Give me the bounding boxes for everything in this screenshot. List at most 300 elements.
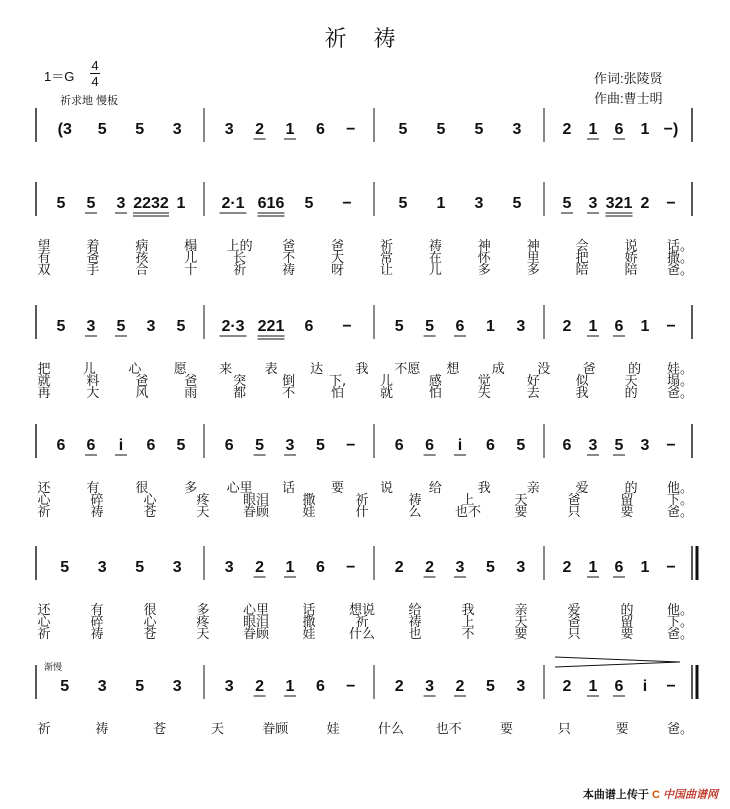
- lyric-syllable: 话: [282, 481, 296, 496]
- lyric-syllable: 下。: [666, 615, 694, 630]
- lyric-syllable: 苍: [143, 505, 157, 520]
- lyric-syllable: 榻: [184, 239, 198, 254]
- lyric-syllable: 娃: [302, 505, 316, 520]
- lyric-syllable: 要: [615, 722, 629, 737]
- note: 6: [614, 678, 624, 695]
- lyric-syllable: 心里: [242, 603, 270, 618]
- lyric-syllable: 有: [90, 603, 104, 618]
- note: i: [457, 437, 463, 454]
- lyric-syllable: 眷顾: [262, 722, 289, 737]
- lyric-syllable: 爱: [567, 603, 581, 618]
- note: 6: [146, 437, 156, 454]
- note: 3: [86, 318, 96, 335]
- footer-attribution: [583, 786, 718, 802]
- note: 6: [304, 318, 314, 335]
- time-signature-top: 4: [91, 58, 99, 73]
- note: 5: [86, 195, 96, 212]
- note: 5: [562, 195, 572, 212]
- lyric-syllable: 祷: [428, 239, 442, 254]
- site-logo-icon: C: [651, 789, 660, 801]
- lyric-syllable: 祈: [379, 239, 393, 254]
- lyric-syllable: 还: [37, 481, 51, 496]
- note: 2: [394, 678, 404, 695]
- lyric-syllable: 爸。: [666, 722, 694, 737]
- note: 6: [224, 437, 234, 454]
- note: 1: [640, 121, 650, 138]
- lyric-syllable: 似: [575, 374, 589, 389]
- lyric-syllable: 的: [624, 386, 638, 401]
- note: 1: [285, 678, 295, 695]
- lyric-syllable: 爸。: [666, 505, 694, 520]
- lyric-syllable: 要: [514, 505, 528, 520]
- note: −: [346, 559, 356, 576]
- note: −: [666, 437, 676, 454]
- lyric-syllable: 要: [620, 505, 634, 520]
- lyric-syllable: 就: [37, 374, 51, 389]
- lyric-syllable: 眼泪: [242, 615, 270, 630]
- note: 3: [224, 559, 234, 576]
- note: 3: [640, 437, 650, 454]
- lyricist-credit: 作词:张陵贤: [594, 71, 663, 86]
- note: 6: [562, 437, 572, 454]
- lyric-syllable: 天: [624, 374, 638, 389]
- note: 6: [315, 678, 325, 695]
- note: 5: [512, 195, 522, 212]
- lyric-syllable: 风: [135, 386, 149, 401]
- note: 3: [516, 678, 526, 695]
- note: 6: [485, 437, 495, 454]
- note: 5: [304, 195, 314, 212]
- lyric-syllable: 天: [210, 722, 224, 737]
- note: 3: [285, 437, 295, 454]
- lyric-syllable: 碎: [90, 493, 104, 508]
- note: 5: [425, 318, 435, 335]
- note: 1: [285, 559, 295, 576]
- note: 1: [588, 678, 598, 695]
- lyric-syllable: 就: [379, 386, 393, 401]
- lyric-syllable: 也: [408, 627, 422, 642]
- lyric-syllable: 娃: [302, 627, 316, 642]
- lyric-syllable: 爸: [567, 493, 581, 508]
- note: 3: [516, 559, 526, 576]
- note: 5: [436, 121, 446, 138]
- note: 6: [56, 437, 66, 454]
- note: 1: [640, 559, 650, 576]
- lyric-syllable: 也不: [435, 722, 462, 737]
- note: 5: [398, 195, 408, 212]
- lyric-syllable: 成: [491, 362, 505, 377]
- lyric-syllable: 里: [526, 251, 540, 266]
- lyric-syllable: 上的: [226, 239, 253, 254]
- note: 1: [436, 195, 446, 212]
- time-signature-bottom: 4: [91, 74, 99, 89]
- note: 5: [485, 678, 495, 695]
- lyric-syllable: 要: [620, 627, 634, 642]
- lyric-syllable: 也不: [454, 505, 482, 520]
- lyric-syllable: 神: [477, 239, 491, 254]
- lyric-syllable: 说: [624, 239, 638, 254]
- lyric-syllable: 要: [500, 722, 514, 737]
- note: 3: [172, 121, 182, 138]
- note: 2·3: [221, 318, 245, 335]
- lyric-syllable: 心里: [226, 481, 253, 496]
- note: 616: [257, 195, 285, 212]
- note: 3: [474, 195, 484, 212]
- lyric-syllable: 双: [37, 263, 51, 278]
- lyric-syllable: 苍: [153, 722, 167, 737]
- lyric-syllable: 倒: [282, 374, 296, 389]
- note: 221: [257, 318, 285, 335]
- lyric-syllable: 祈: [355, 493, 369, 508]
- note: −: [342, 318, 352, 335]
- note: 3: [588, 437, 598, 454]
- note: 5: [135, 678, 145, 695]
- lyric-syllable: 爸: [135, 374, 149, 389]
- site-brand: 中国曲谱网: [663, 789, 718, 801]
- lyric-syllable: 爸: [86, 251, 100, 266]
- lyric-syllable: 眷顾: [242, 505, 270, 520]
- note: 6: [86, 437, 96, 454]
- lyric-syllable: 儿: [428, 263, 442, 278]
- lyric-syllable: 上: [461, 493, 475, 508]
- lyric-syllable: 留: [620, 615, 634, 630]
- note: 3: [425, 678, 435, 695]
- ritardando-mark: 渐慢: [44, 663, 63, 673]
- note: 3: [516, 318, 526, 335]
- lyric-syllable: 陪: [624, 263, 638, 278]
- lyric-syllable: 碎: [90, 615, 104, 630]
- lyric-syllable: 他。: [666, 481, 694, 496]
- lyric-syllable: 爸: [184, 374, 198, 389]
- note: 5: [176, 437, 186, 454]
- lyric-syllable: 心: [37, 493, 51, 508]
- note: 3: [512, 121, 522, 138]
- note: 5: [398, 121, 408, 138]
- note: 5: [56, 195, 66, 212]
- lyric-syllable: 祷: [282, 263, 296, 278]
- lyric-syllable: 多: [477, 263, 491, 278]
- lyric-syllable: 合: [135, 263, 149, 278]
- lyric-syllable: 要: [331, 481, 345, 496]
- lyric-syllable: 爸。: [666, 386, 694, 401]
- lyric-syllable: 料: [86, 374, 100, 389]
- note: −: [666, 678, 676, 695]
- lyric-syllable: 撒: [302, 493, 316, 508]
- lyric-syllable: 给: [428, 481, 442, 496]
- lyric-syllable: 让: [379, 263, 393, 278]
- lyric-syllable: 给: [408, 603, 422, 618]
- note: 2: [394, 559, 404, 576]
- lyric-syllable: 爸: [567, 615, 581, 630]
- lyric-syllable: 爸: [582, 362, 596, 377]
- lyric-syllable: 不: [282, 251, 296, 266]
- note: −): [663, 121, 679, 138]
- lyric-syllable: 不: [461, 627, 475, 642]
- lyric-syllable: 好: [526, 374, 540, 389]
- note: 5: [485, 559, 495, 576]
- lyric-syllable: 常: [379, 251, 393, 266]
- lyric-syllable: 天: [514, 493, 528, 508]
- note: 1: [176, 195, 186, 212]
- lyric-syllable: 祈: [37, 627, 51, 642]
- song-title: 祈 祷: [324, 27, 406, 52]
- note: 6: [614, 559, 624, 576]
- lyric-syllable: 呀: [331, 263, 345, 278]
- lyric-syllable: 望: [37, 239, 51, 254]
- lyric-syllable: 感: [428, 374, 442, 389]
- lyric-syllable: 把: [37, 362, 51, 377]
- lyric-syllable: 天: [196, 627, 210, 642]
- note: 5: [315, 437, 325, 454]
- lyric-syllable: 觉: [477, 374, 491, 389]
- note: 5: [60, 559, 70, 576]
- lyric-syllable: 祈: [355, 615, 369, 630]
- note: 5: [56, 318, 66, 335]
- lyric-syllable: 留: [620, 493, 634, 508]
- note: 5: [135, 121, 145, 138]
- lyric-syllable: 爱: [575, 481, 589, 496]
- note: 5: [176, 318, 186, 335]
- lyric-syllable: 娃。: [666, 362, 694, 377]
- lyric-syllable: 上: [461, 615, 475, 630]
- lyric-syllable: 孩: [135, 251, 149, 266]
- lyric-syllable: 不愿: [394, 362, 421, 377]
- note: 5: [135, 559, 145, 576]
- note: 6: [425, 437, 435, 454]
- lyric-syllable: 神: [526, 239, 540, 254]
- note: 3: [172, 678, 182, 695]
- lyric-syllable: 怀: [477, 251, 491, 266]
- lyric-syllable: 大: [86, 386, 100, 401]
- lyric-syllable: 会: [575, 239, 589, 254]
- lyric-syllable: 眷顾: [242, 627, 270, 642]
- lyric-syllable: 心: [37, 615, 51, 630]
- note: 3: [116, 195, 126, 212]
- lyric-syllable: 只: [567, 627, 581, 642]
- lyric-syllable: 心: [128, 362, 142, 377]
- note: −: [666, 559, 676, 576]
- lyric-syllable: 苍: [143, 627, 157, 642]
- note: 6: [614, 318, 624, 335]
- note: 321: [605, 195, 633, 212]
- note: 3: [97, 559, 107, 576]
- lyric-syllable: 儿: [82, 362, 96, 377]
- note: 5: [60, 678, 70, 695]
- lyric-syllable: 话。: [666, 239, 694, 254]
- lyric-syllable: 愿: [173, 362, 187, 377]
- lyric-syllable: 雨: [184, 386, 198, 401]
- lyric-syllable: 爸: [282, 239, 296, 254]
- lyric-syllable: 下,: [328, 374, 347, 389]
- lyric-syllable: 说: [379, 481, 393, 496]
- lyric-syllable: 祷: [408, 615, 422, 630]
- lyric-syllable: 多: [526, 263, 540, 278]
- lyric-syllable: 没: [537, 362, 551, 377]
- lyric-syllable: 不: [282, 386, 296, 401]
- footer-text: 本曲谱上传于: [582, 789, 649, 801]
- lyric-syllable: 有: [37, 251, 51, 266]
- note: −: [346, 437, 356, 454]
- lyric-syllable: 祷: [95, 722, 109, 737]
- lyric-syllable: 很: [143, 603, 157, 618]
- lyric-syllable: 眼泪: [242, 493, 270, 508]
- lyric-syllable: 表: [264, 362, 278, 377]
- lyric-syllable: 疼: [196, 493, 210, 508]
- lyric-syllable: 怕: [331, 386, 345, 401]
- lyric-syllable: 什么: [377, 722, 404, 737]
- note: 2: [425, 559, 435, 576]
- lyric-syllable: 我: [461, 603, 475, 618]
- lyric-syllable: 心: [143, 493, 157, 508]
- lyric-syllable: 失: [477, 386, 491, 401]
- lyric-syllable: 他。: [666, 603, 694, 618]
- lyric-syllable: 撒: [302, 615, 316, 630]
- note: 5: [116, 318, 126, 335]
- note: 6: [394, 437, 404, 454]
- note: 1: [588, 121, 598, 138]
- lyric-syllable: 都: [233, 386, 247, 401]
- note: 2: [255, 559, 265, 576]
- lyric-syllable: 有: [86, 481, 100, 496]
- note: −: [666, 318, 676, 335]
- note: i: [642, 678, 648, 695]
- lyric-syllable: 我: [355, 362, 369, 377]
- note: 5: [97, 121, 107, 138]
- note: 5: [474, 121, 484, 138]
- lyric-syllable: 大: [331, 251, 345, 266]
- note: 3: [224, 121, 234, 138]
- note: 2232: [133, 195, 169, 212]
- lyric-syllable: 爸: [331, 239, 345, 254]
- lyric-syllable: 来: [219, 362, 233, 377]
- note: 1: [485, 318, 495, 335]
- note: 3: [97, 678, 107, 695]
- lyric-syllable: 祈: [37, 722, 51, 737]
- composer-credit: 作曲:曹士明: [594, 91, 663, 106]
- note: 1: [640, 318, 650, 335]
- lyric-syllable: 祷: [408, 493, 422, 508]
- note: 2: [455, 678, 465, 695]
- lyric-syllable: 怕: [428, 386, 442, 401]
- lyric-syllable: 娃: [326, 722, 340, 737]
- lyric-syllable: 亲: [514, 603, 528, 618]
- note: 2: [640, 195, 650, 212]
- note: 2: [562, 678, 572, 695]
- lyric-syllable: 天: [514, 615, 528, 630]
- lyric-syllable: 十: [184, 263, 198, 278]
- lyric-syllable: 多: [184, 481, 198, 496]
- lyric-syllable: 爸。: [666, 627, 694, 642]
- lyric-syllable: 我: [477, 481, 491, 496]
- lyric-syllable: 祈: [233, 263, 247, 278]
- note: (3: [57, 121, 72, 138]
- lyric-syllable: 的: [628, 362, 642, 377]
- note: 5: [516, 437, 526, 454]
- note: 1: [285, 121, 295, 138]
- diminuendo-hairpin: [555, 657, 680, 667]
- note: 3: [588, 195, 598, 212]
- note: 1: [588, 559, 598, 576]
- lyric-syllable: 疼: [196, 615, 210, 630]
- lyric-syllable: 着: [86, 239, 100, 254]
- note: 3: [224, 678, 234, 695]
- lyric-syllable: 陪: [575, 263, 589, 278]
- lyric-syllable: 祈: [37, 505, 51, 520]
- lyric-syllable: 在: [428, 251, 442, 266]
- lyric-syllable: 想说: [348, 603, 376, 618]
- lyric-syllable: 很: [135, 481, 149, 496]
- lyric-syllable: 塌。: [666, 374, 694, 389]
- lyric-syllable: 撒。: [666, 251, 694, 266]
- note: 5: [255, 437, 265, 454]
- lyric-syllable: 心: [143, 615, 157, 630]
- note: 2: [562, 559, 572, 576]
- note: 2: [255, 121, 265, 138]
- note: 2: [562, 121, 572, 138]
- lyric-syllable: 什么: [348, 627, 376, 642]
- lyric-syllable: 长: [233, 251, 247, 266]
- note: 2: [255, 678, 265, 695]
- lyric-syllable: 祷: [90, 627, 104, 642]
- tempo-marking: 祈求地 慢板: [60, 95, 119, 107]
- lyric-syllable: 去: [526, 386, 540, 401]
- lyric-syllable: 什: [355, 505, 369, 520]
- lyric-syllable: 多: [196, 603, 210, 618]
- lyric-syllable: 下。: [666, 493, 694, 508]
- lyric-syllable: 把: [575, 251, 589, 266]
- lyric-syllable: 突: [233, 374, 247, 389]
- note: 2·1: [221, 195, 245, 212]
- note: 5: [614, 437, 624, 454]
- lyric-syllable: 再: [37, 386, 51, 401]
- lyric-syllable: 爸。: [666, 263, 694, 278]
- lyric-syllable: 达: [310, 362, 324, 377]
- lyric-syllable: 话: [302, 603, 316, 618]
- note: 3: [172, 559, 182, 576]
- lyric-syllable: 只: [567, 505, 581, 520]
- lyric-syllable: 的: [624, 481, 638, 496]
- lyric-syllable: 么: [408, 505, 422, 520]
- note: 2: [562, 318, 572, 335]
- lyric-syllable: 我: [575, 386, 589, 401]
- note: −: [666, 195, 676, 212]
- lyric-syllable: 要: [514, 627, 528, 642]
- lyric-syllable: 只: [557, 722, 571, 737]
- note: 6: [315, 121, 325, 138]
- note: 6: [614, 121, 624, 138]
- note: −: [346, 678, 356, 695]
- lyric-syllable: 病: [135, 239, 149, 254]
- note: 6: [315, 559, 325, 576]
- note: 3: [146, 318, 156, 335]
- lyric-syllable: 儿: [184, 251, 198, 266]
- lyric-syllable: 手: [86, 263, 100, 278]
- note: 3: [455, 559, 465, 576]
- note: 1: [588, 318, 598, 335]
- note: −: [342, 195, 352, 212]
- key-label: 1＝G: [44, 69, 75, 84]
- note: 6: [455, 318, 465, 335]
- note: −: [346, 121, 356, 138]
- lyric-syllable: 亲: [526, 481, 540, 496]
- lyric-syllable: 娇: [624, 251, 638, 266]
- lyric-syllable: 想: [446, 362, 460, 377]
- note: i: [118, 437, 124, 454]
- note: 5: [394, 318, 404, 335]
- lyric-syllable: 还: [37, 603, 51, 618]
- lyric-syllable: 儿: [379, 374, 393, 389]
- lyric-syllable: 祷: [90, 505, 104, 520]
